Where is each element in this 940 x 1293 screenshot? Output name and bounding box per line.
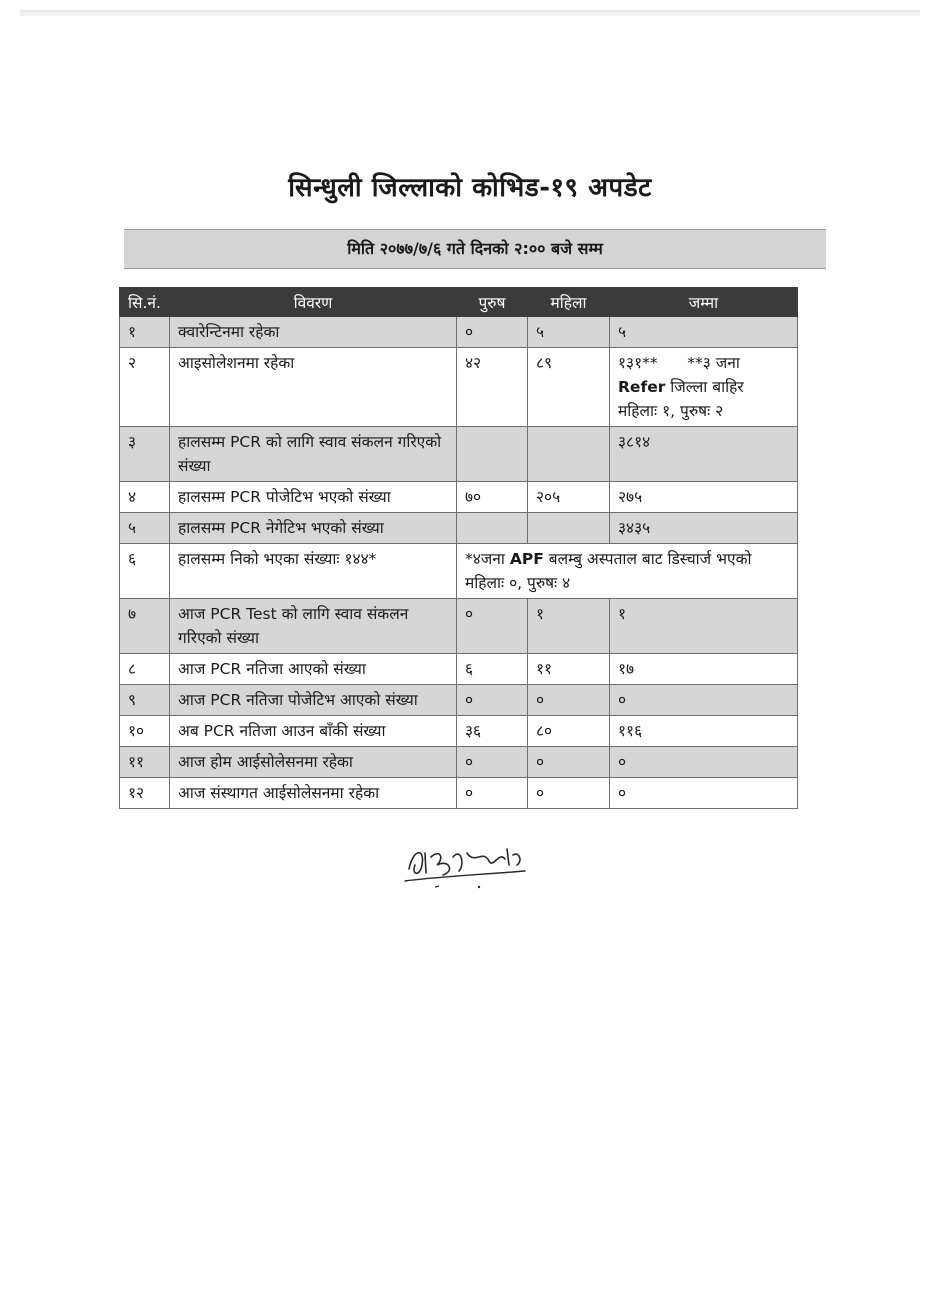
cell-male: ० bbox=[457, 778, 528, 809]
cell-sn: ५ bbox=[120, 513, 170, 544]
cell-sn: ४ bbox=[120, 482, 170, 513]
covid-update-table bbox=[119, 287, 798, 809]
cell-description: अब PCR नतिजा आउन बाँकी संख्या bbox=[170, 716, 457, 747]
table-header-row bbox=[120, 288, 798, 317]
cell-total: २७५ bbox=[610, 482, 798, 513]
table-row bbox=[120, 654, 798, 685]
cell-total: ० bbox=[610, 747, 798, 778]
note-apf: APF bbox=[509, 550, 544, 568]
cell-female: ० bbox=[528, 685, 610, 716]
total-value: १३१** bbox=[618, 354, 658, 372]
table-row bbox=[120, 716, 798, 747]
cell-total: ० bbox=[610, 778, 798, 809]
document-title: सिन्धुली जिल्लाको कोभिड-१९ अपडेट bbox=[288, 173, 652, 203]
header-male: पुरुष bbox=[457, 288, 528, 317]
cell-sn: ११ bbox=[120, 747, 170, 778]
cell-sn: ७ bbox=[120, 599, 170, 654]
cell-total: १ bbox=[610, 599, 798, 654]
cell-female: १ bbox=[528, 599, 610, 654]
cell-male: ३६ bbox=[457, 716, 528, 747]
table-row bbox=[120, 685, 798, 716]
header-female: महिला bbox=[528, 288, 610, 317]
cell-male bbox=[457, 427, 528, 482]
cell-male: ६ bbox=[457, 654, 528, 685]
cell-description: हालसम्म PCR को लागि स्वाव संकलन गरिएको संख्या bbox=[170, 427, 457, 482]
cell-male: ४२ bbox=[457, 348, 528, 427]
cell-description: हालसम्म PCR पोजेटिभ भएको संख्या bbox=[170, 482, 457, 513]
cell-total: ३८१४ bbox=[610, 427, 798, 482]
date-bar: मिति २०७७/७/६ गते दिनको २:०० बजे सम्म bbox=[124, 229, 826, 269]
table-row bbox=[120, 427, 798, 482]
cell-sn: १२ bbox=[120, 778, 170, 809]
cell-female: ० bbox=[528, 747, 610, 778]
cell-female: ८० bbox=[528, 716, 610, 747]
cell-sn: १ bbox=[120, 317, 170, 348]
cell-recovered-note bbox=[457, 544, 798, 599]
cell-male: ० bbox=[457, 599, 528, 654]
cell-sn: ८ bbox=[120, 654, 170, 685]
cell-female: ११ bbox=[528, 654, 610, 685]
cell-description: हालसम्म PCR नेगेटिभ भएको संख्या bbox=[170, 513, 457, 544]
cell-total bbox=[610, 348, 798, 427]
cell-male: ७० bbox=[457, 482, 528, 513]
cell-sn: ९ bbox=[120, 685, 170, 716]
cell-female bbox=[528, 513, 610, 544]
cell-sn: १० bbox=[120, 716, 170, 747]
header-description: विवरण bbox=[170, 288, 457, 317]
refer-note: **३ जना bbox=[687, 354, 740, 372]
table-row bbox=[120, 599, 798, 654]
cell-female: २०५ bbox=[528, 482, 610, 513]
cell-description: आज PCR नतिजा पोजेटिभ आएको संख्या bbox=[170, 685, 457, 716]
cell-description: आज होम आईसोलेसनमा रहेका bbox=[170, 747, 457, 778]
cell-description: आज संस्थागत आईसोलेसनमा रहेका bbox=[170, 778, 457, 809]
cell-female: ८९ bbox=[528, 348, 610, 427]
note-gender-breakdown: महिलाः ०, पुरुषः ४ bbox=[465, 574, 571, 592]
cell-female: ० bbox=[528, 778, 610, 809]
cell-sn: २ bbox=[120, 348, 170, 427]
table-row bbox=[120, 544, 798, 599]
cell-description: हालसम्म निको भएका संख्याः १४४* bbox=[170, 544, 457, 599]
table-row bbox=[120, 317, 798, 348]
cell-total: ० bbox=[610, 685, 798, 716]
cell-total: १७ bbox=[610, 654, 798, 685]
signature bbox=[395, 835, 535, 900]
signature-drawing bbox=[395, 835, 535, 900]
cell-total: ११६ bbox=[610, 716, 798, 747]
refer-gender-breakdown: महिलाः १, पुरुषः २ bbox=[618, 402, 724, 420]
refer-detail: जिल्ला बाहिर bbox=[665, 378, 744, 396]
note-prefix: *४जना bbox=[465, 550, 510, 568]
cell-description: आइसोलेशनमा रहेका bbox=[170, 348, 457, 427]
table-row bbox=[120, 513, 798, 544]
cell-female: ५ bbox=[528, 317, 610, 348]
cell-description: क्वारेन्टिनमा रहेका bbox=[170, 317, 457, 348]
cell-sn: ६ bbox=[120, 544, 170, 599]
note-detail: बलम्बु अस्पताल बाट डिस्चार्ज भएको bbox=[543, 550, 752, 568]
cell-description: आज PCR नतिजा आएको संख्या bbox=[170, 654, 457, 685]
cell-female bbox=[528, 427, 610, 482]
cell-sn: ३ bbox=[120, 427, 170, 482]
scan-edge-line bbox=[20, 10, 920, 16]
table-row bbox=[120, 778, 798, 809]
cell-total: ५ bbox=[610, 317, 798, 348]
cell-description: आज PCR Test को लागि स्वाव संकलन गरिएको संख्या bbox=[170, 599, 457, 654]
cell-male: ० bbox=[457, 747, 528, 778]
table-row bbox=[120, 348, 798, 427]
refer-label: Refer bbox=[618, 378, 666, 396]
header-total: जम्मा bbox=[610, 288, 798, 317]
cell-male bbox=[457, 513, 528, 544]
header-sn: सि.नं. bbox=[120, 288, 170, 317]
cell-total: ३४३५ bbox=[610, 513, 798, 544]
cell-male: ० bbox=[457, 685, 528, 716]
table-row bbox=[120, 747, 798, 778]
table-row bbox=[120, 482, 798, 513]
cell-male: ० bbox=[457, 317, 528, 348]
